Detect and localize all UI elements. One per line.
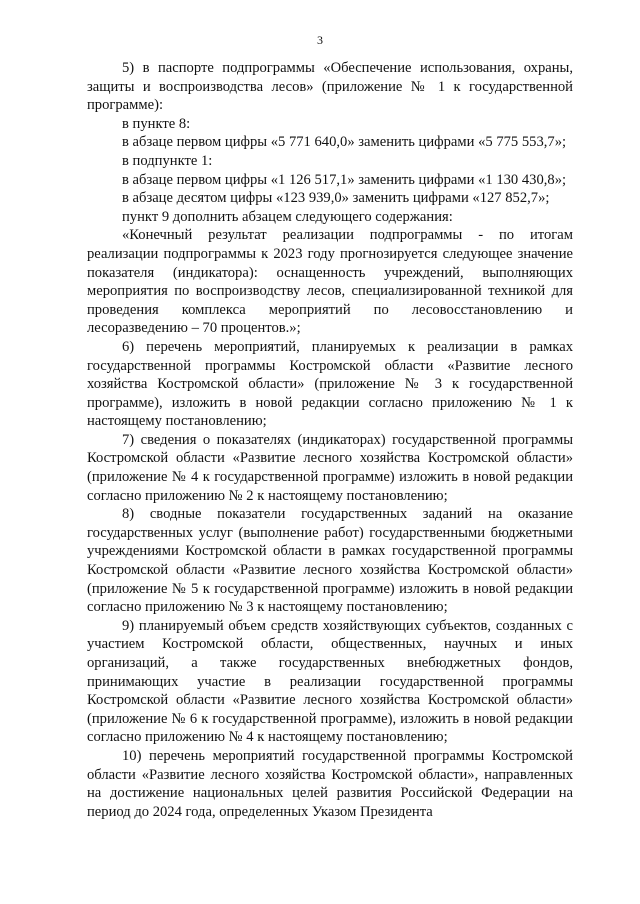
paragraph-final-result-quote: «Конечный результат реализации подпрограммы - по итогам реализации подпрограммы к 2023 году прогнозируется следующее значение показателя (индикатора): оснащенность учреждений, выполняющих мероприятия по воспроизводству лесов, специализированной техникой для проведения комплекса мероприятий по лесовосстановлению и лесоразведению – 70 процентов.»; (87, 227, 573, 337)
paragraph-subpoint-1: в подпункте 1: (122, 152, 213, 169)
paragraph-point-8: в пункте 8: (122, 115, 191, 132)
paragraph-item-6: 6) перечень мероприятий, планируемых к реализации в рамках государственной программы Костромской области «Развитие лесного хозяйства Костромской области» (приложение № 3 к государственной программе), изложить в новой редакции согласно приложению № 1 к настоящему постановлению; (87, 338, 573, 430)
paragraph-amend-subpoint-first-paragraph: в абзаце первом цифры «1 126 517,1» заменить цифрами «1 130 430,8»; (122, 171, 567, 188)
paragraph-item-7: 7) сведения о показателях (индикаторах) государственной программы Костромской области «Развитие лесного хозяйства Костромской области» (приложение № 4 к государственной программе) изложить в новой редакции согласно приложению № 2 к настоящему постановлению; (87, 431, 573, 504)
paragraph-item-8: 8) сводные показатели государственных заданий на оказание государственных услуг (выполнение работ) государственными бюджетными учреждениями Костромской области в рамках государственной программы Костромской области «Развитие лесного хозяйства Костромской области» (приложение № 5 к государственной программе) изложить в новой редакции согласно приложению № 3 к настоящему постановлению; (87, 506, 573, 616)
page-number: 3 (317, 33, 323, 47)
document-body (87, 59, 573, 821)
paragraph-amend-first-paragraph: в абзаце первом цифры «5 771 640,0» заменить цифрами «5 775 553,7»; (122, 134, 567, 151)
paragraph-item-10: 10) перечень мероприятий государственной программы Костромской области «Развитие лесного хозяйства Костромской области», направленных на достижение национальных целей развития Российской Федерации на период до 2024 года, определенных Указом Президента (87, 747, 573, 820)
paragraph-item-5: 5) в паспорте подпрограммы «Обеспечение использования, охраны, защиты и воспроизводства лесов» (приложение № 1 к государственной программе): (87, 60, 573, 114)
paragraph-amend-tenth-paragraph: в абзаце десятом цифры «123 939,0» заменить цифрами «127 852,7»; (122, 190, 550, 207)
paragraph-point-9-addition: пункт 9 дополнить абзацем следующего содержания: (122, 208, 453, 225)
paragraph-item-9: 9) планируемый объем средств хозяйствующих субъектов, созданных с участием Костромской области, общественных, научных и иных организаций, а также государственных внебюджетных фондов, принимающих участие в реализации государственной программы Костромской области «Развитие лесного хозяйства Костромской области» (приложение № 6 к государственной программе), изложить в новой редакции согласно приложению № 4 к настоящему постановлению; (87, 617, 573, 746)
